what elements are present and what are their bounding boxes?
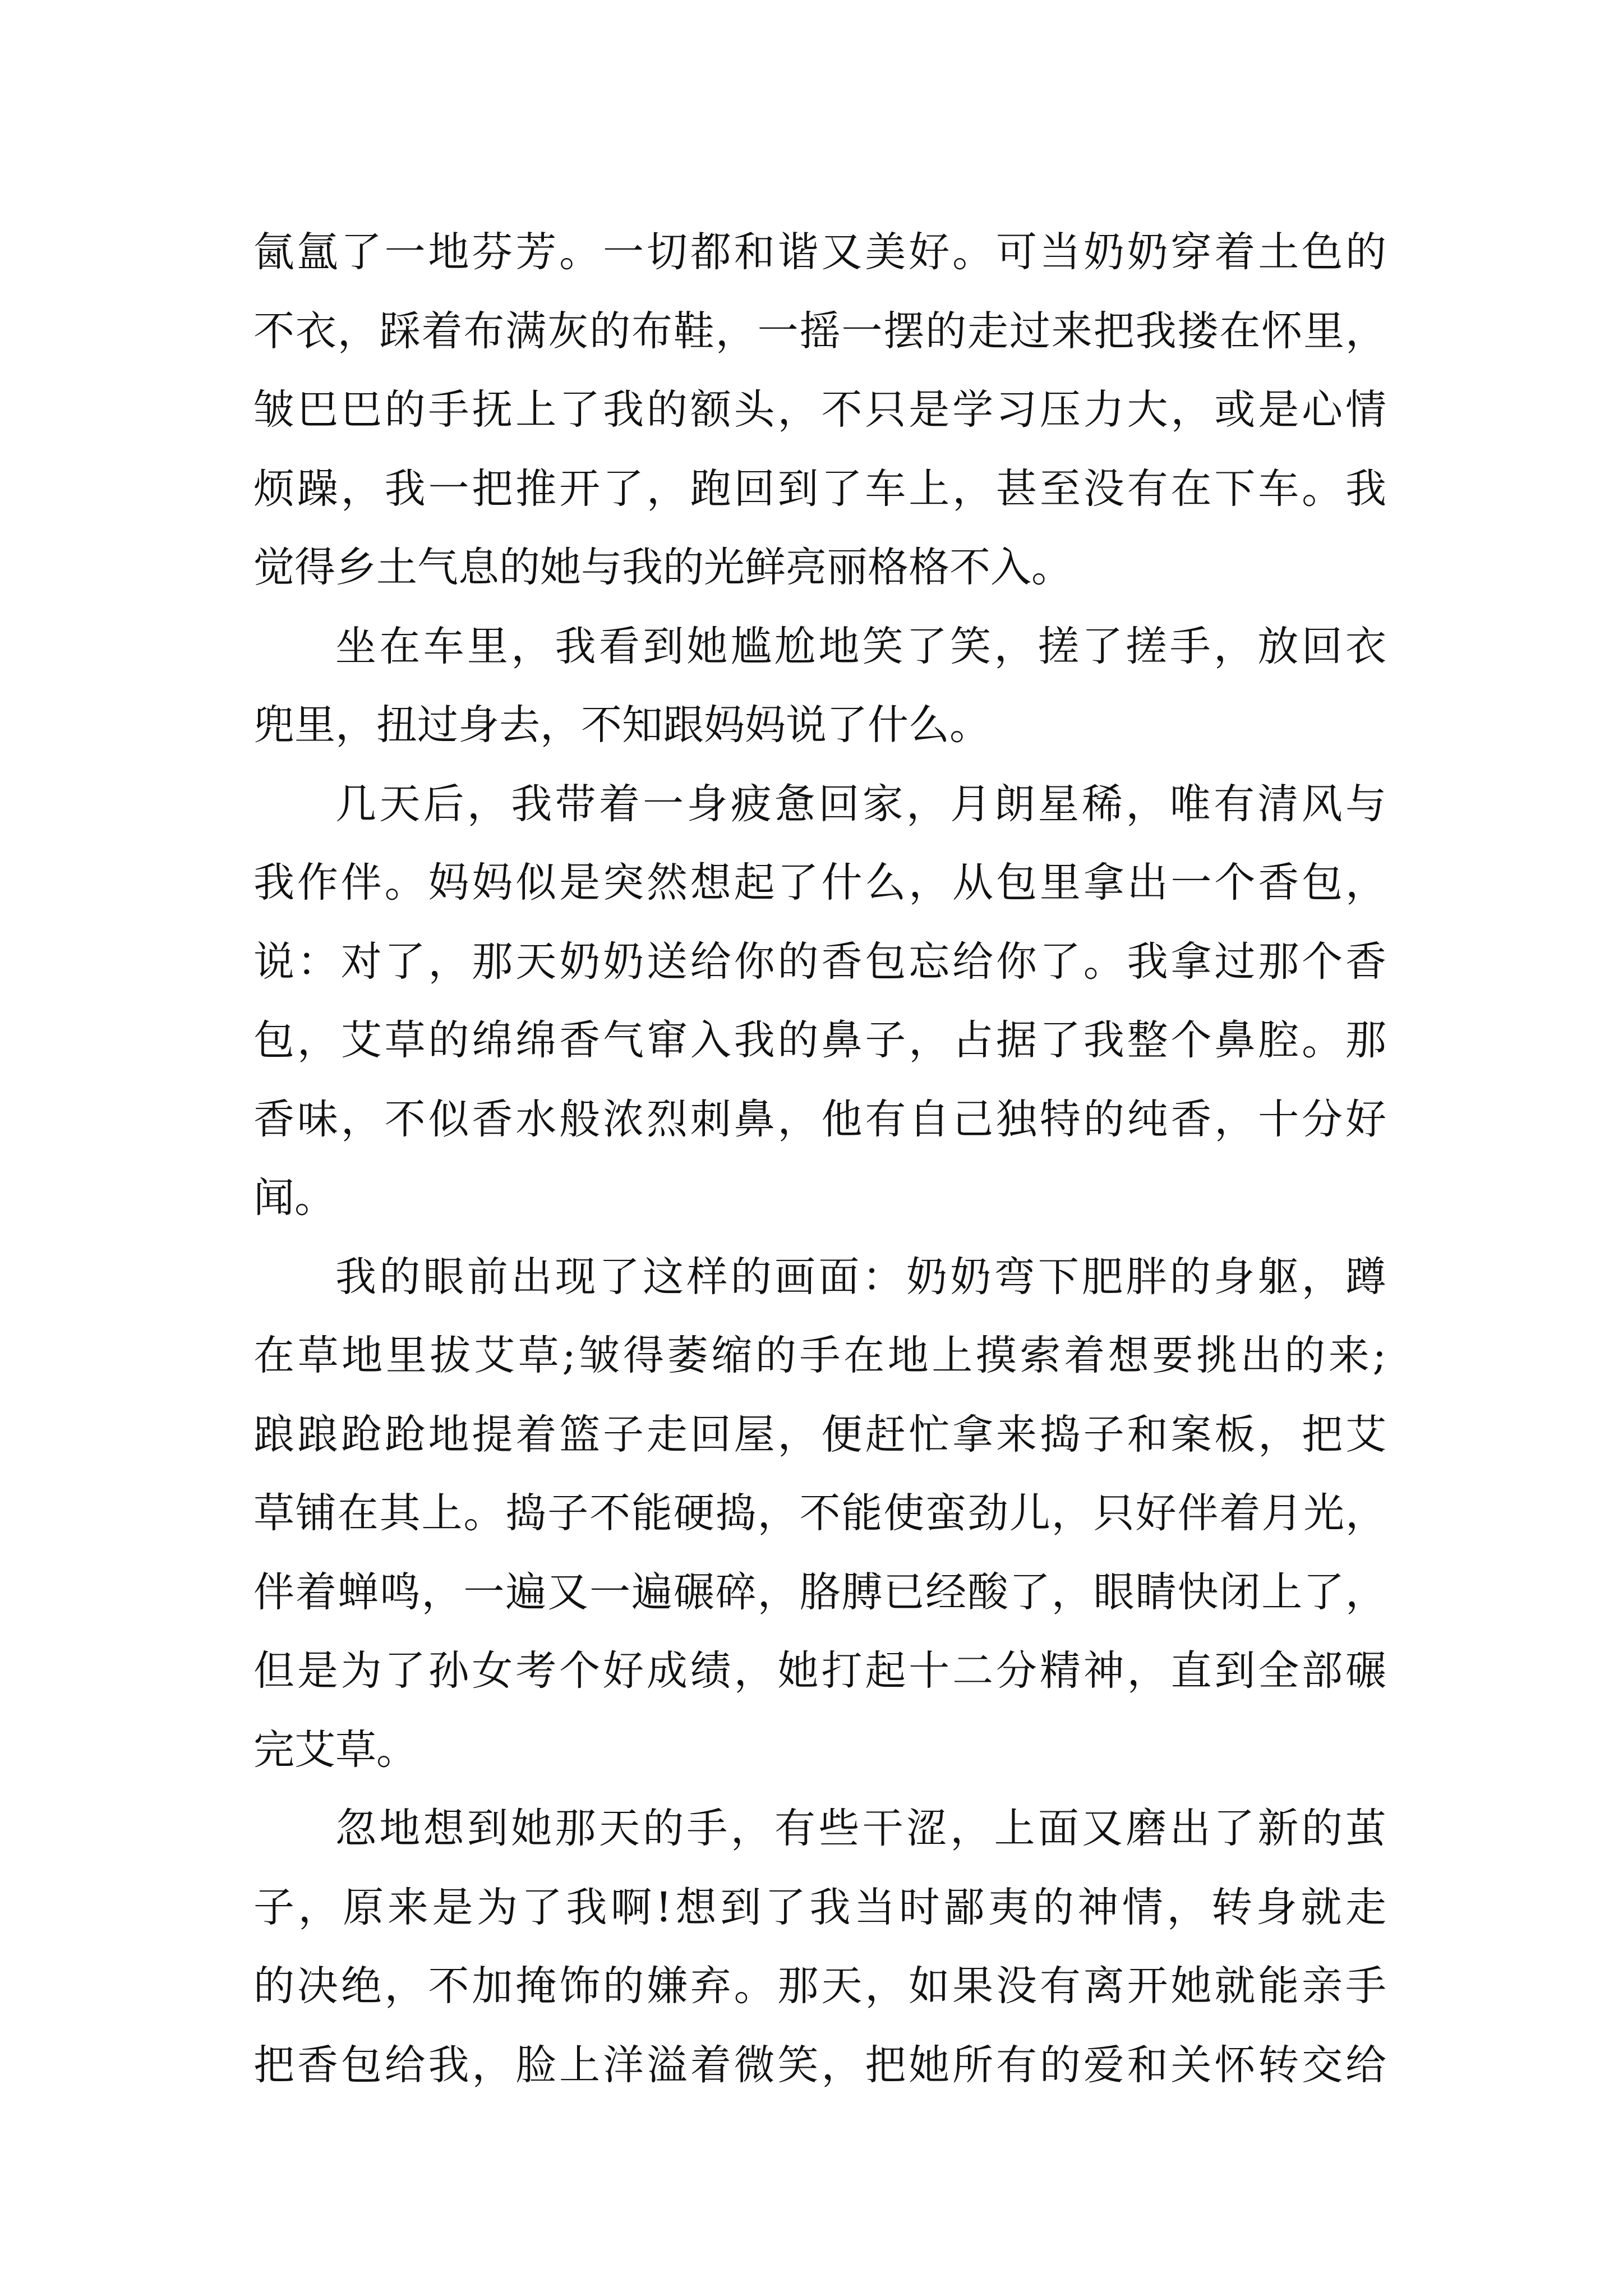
text-line: 氤氲了一地芬芳。一切都和谐又美好。可当奶奶穿着土色的 <box>253 228 1386 276</box>
text-line: 香味，不似香水般浓烈刺鼻，他有自己独特的纯香，十分好 <box>253 1095 1386 1143</box>
text-line: 包，艾草的绵绵香气窜入我的鼻子，占据了我整个鼻腔。那 <box>253 1016 1386 1064</box>
text-line: 闻。 <box>253 1174 335 1222</box>
text-line: 烦躁，我一把推开了，跑回到了车上，甚至没有在下车。我 <box>253 464 1386 513</box>
text-line: 把香包给我，脸上洋溢着微笑，把她所有的爱和关怀转交给 <box>253 2041 1386 2089</box>
text-line: 几天后，我带着一身疲惫回家，月朗星稀，唯有清风与 <box>335 780 1386 828</box>
text-line: 在草地里拔艾草;皱得萎缩的手在地上摸索着想要挑出的来; <box>253 1332 1386 1379</box>
text-line: 坐在车里，我看到她尴尬地笑了笑，搓了搓手，放回衣 <box>335 622 1386 670</box>
text-line: 的决绝，不加掩饰的嫌弃。那天，如果没有离开她就能亲手 <box>253 1962 1386 2010</box>
paragraph-4 <box>253 1238 1386 1790</box>
text-line: 说：对了，那天奶奶送给你的香包忘给你了。我拿过那个香 <box>253 937 1386 986</box>
text-line: 完艾草。 <box>253 1726 417 1774</box>
text-line: 我的眼前出现了这样的画面：奶奶弯下肥胖的身躯，蹲 <box>335 1253 1386 1301</box>
text-line: 觉得乡土气息的她与我的光鲜亮丽格格不入。 <box>253 544 1072 591</box>
paragraph-2 <box>253 608 1386 765</box>
document-body <box>253 213 1386 2105</box>
text-line: 不衣，踩着布满灰的布鞋，一摇一摆的走过来把我搂在怀里， <box>253 307 1386 355</box>
text-line: 但是为了孙女考个好成绩，她打起十二分精神，直到全部碾 <box>253 1647 1386 1695</box>
text-line: 子，原来是为了我啊!想到了我当时鄙夷的神情，转身就走 <box>253 1883 1386 1931</box>
text-line: 兜里，扭过身去，不知跟妈妈说了什么。 <box>253 701 990 749</box>
text-line: 草铺在其上。捣子不能硬捣，不能使蛮劲儿，只好伴着月光， <box>253 1489 1386 1537</box>
text-line: 忽地想到她那天的手，有些干涩，上面又磨出了新的茧 <box>335 1805 1386 1852</box>
paragraph-5 <box>253 1789 1386 2105</box>
text-line: 我作伴。妈妈似是突然想起了什么，从包里拿出一个香包， <box>253 859 1386 907</box>
text-line: 伴着蝉鸣，一遍又一遍碾碎，胳膊已经酸了，眼睛快闭上了， <box>253 1568 1386 1616</box>
text-line: 皱巴巴的手抚上了我的额头，不只是学习压力大，或是心情 <box>253 386 1386 434</box>
paragraph-3 <box>253 765 1386 1238</box>
text-line: 踉踉跄跄地提着篮子走回屋，便赶忙拿来捣子和案板，把艾 <box>253 1410 1386 1458</box>
paragraph-1 <box>253 213 1386 608</box>
